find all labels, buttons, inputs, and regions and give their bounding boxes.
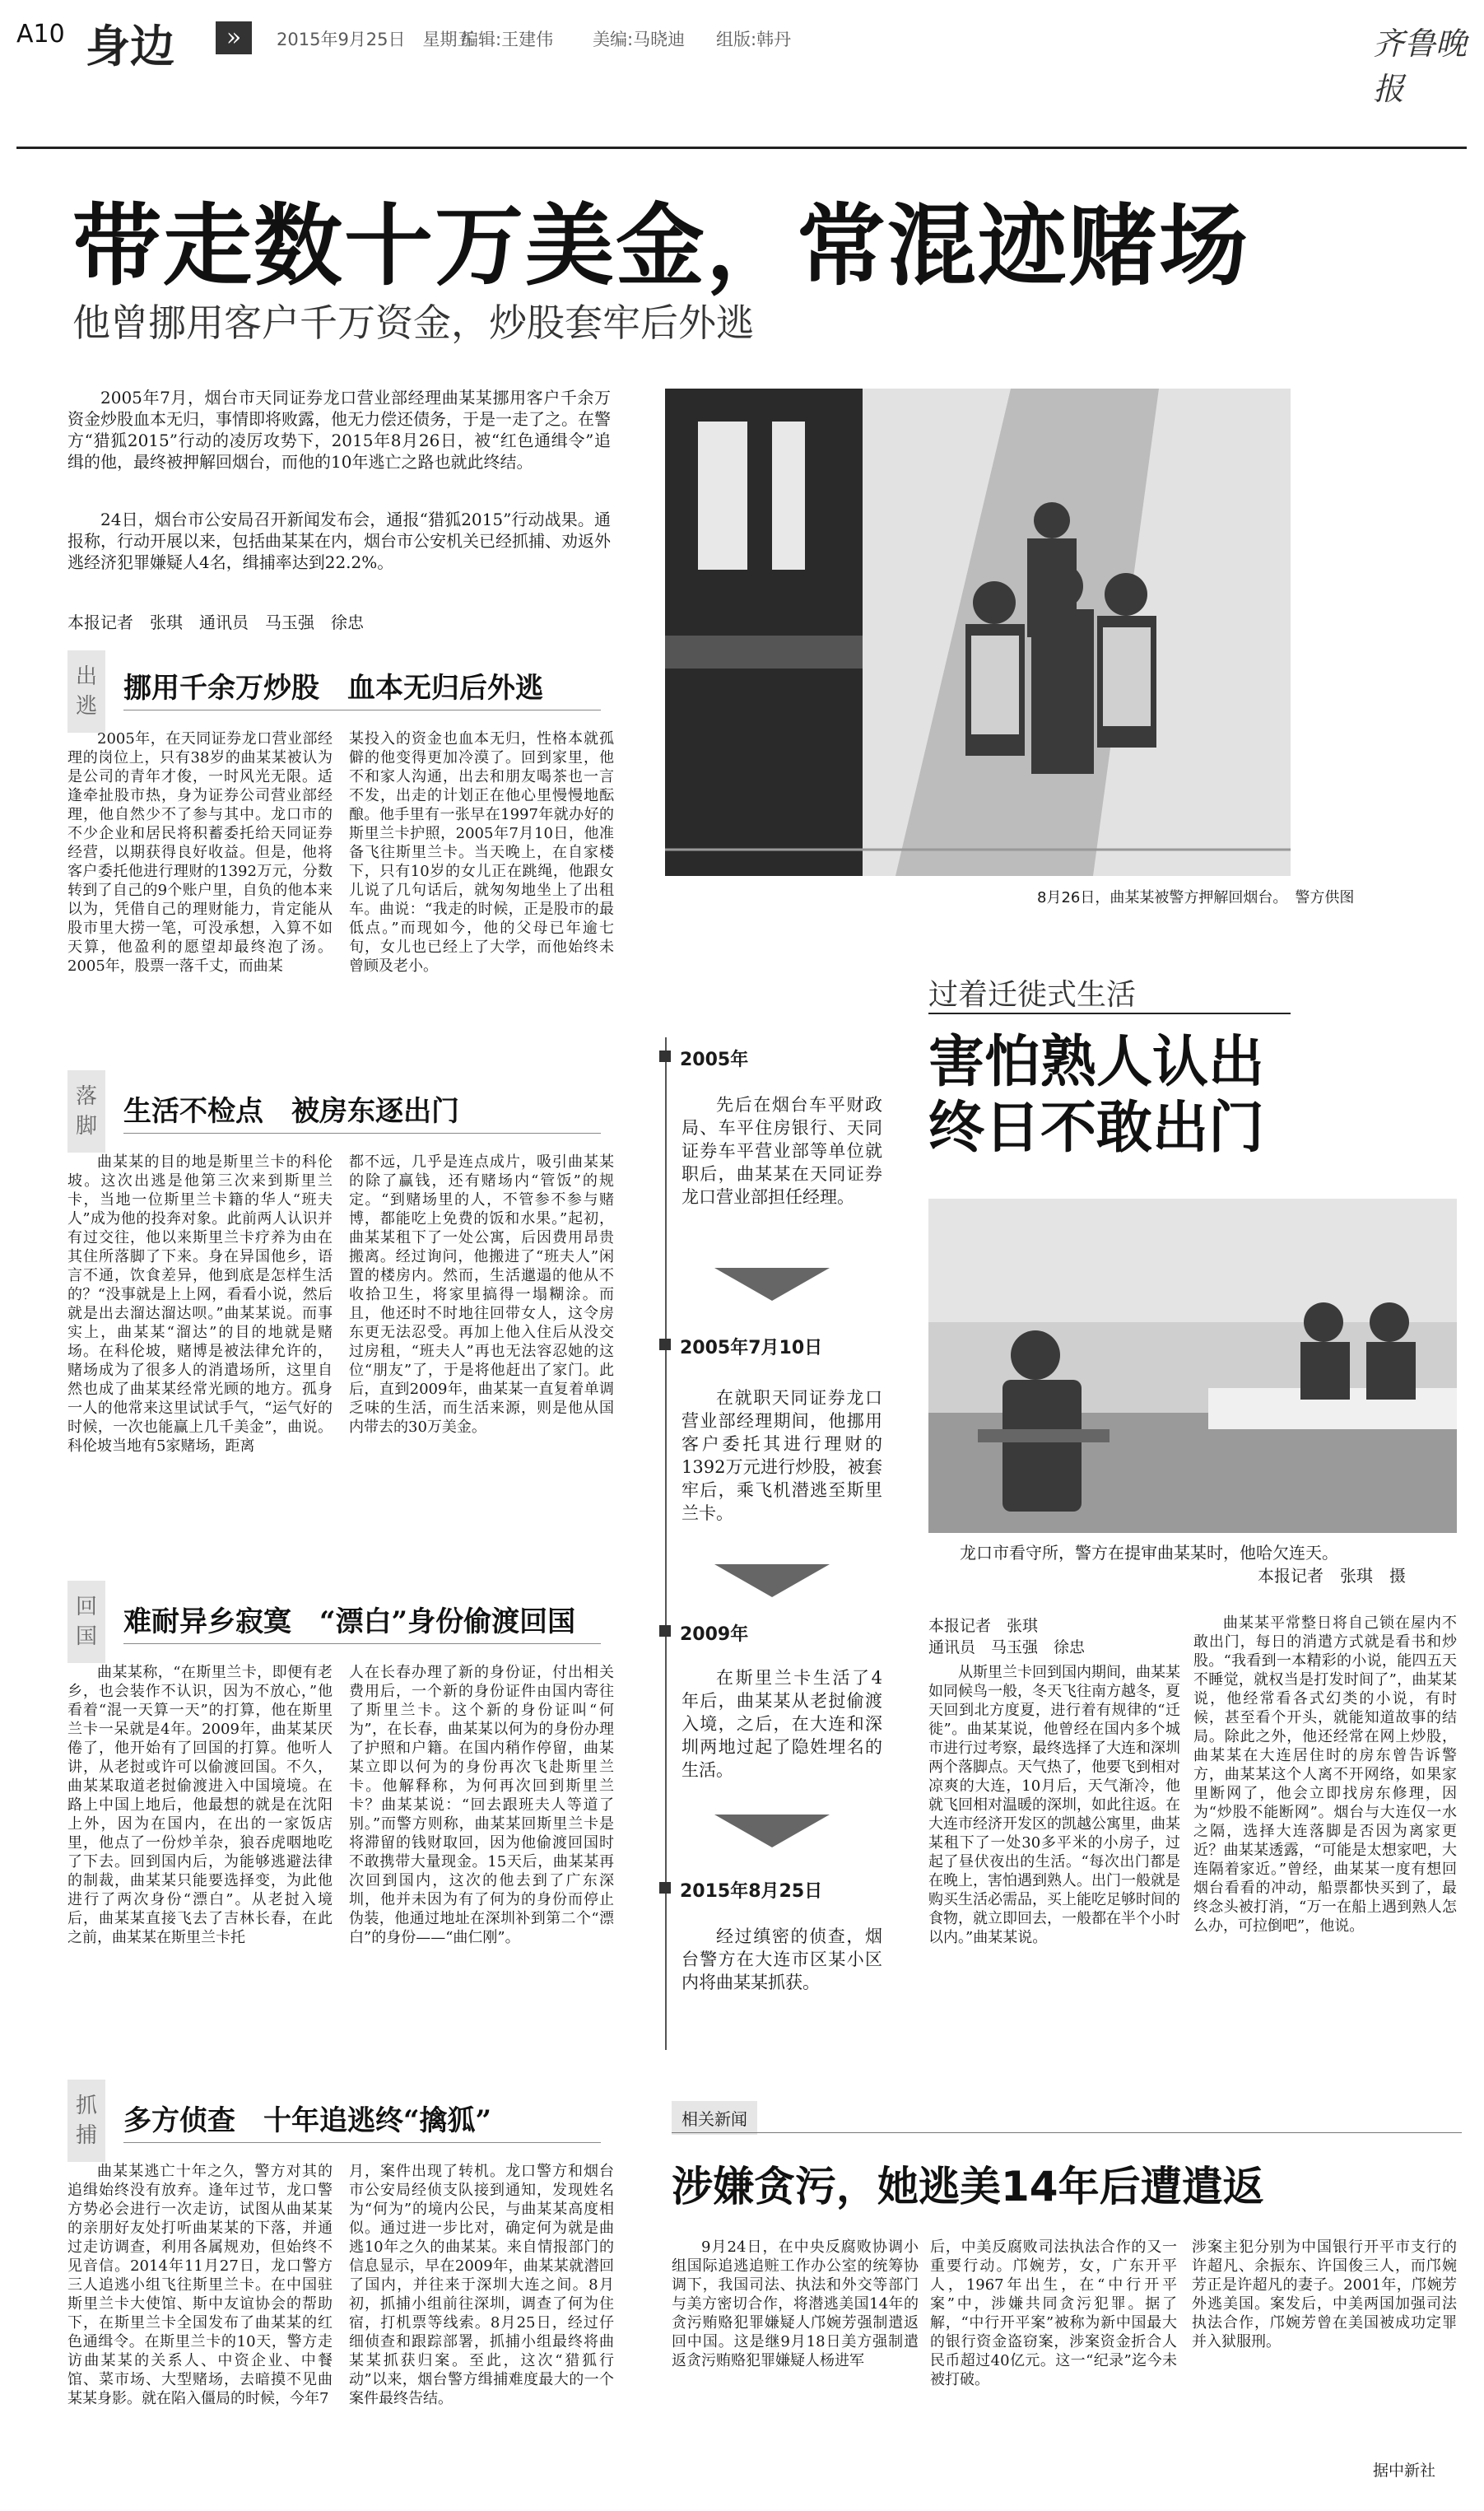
proof-credit: 组版:韩丹 [716, 30, 792, 49]
section-title-4: 多方侦查 十年追逃终“擒狐” [123, 2104, 492, 2137]
related-news-label: 相关新闻 [672, 2101, 757, 2135]
timeline-arrow-icon-1 [714, 1268, 830, 1301]
editor-credit: 编辑:王建伟 [461, 30, 554, 49]
timeline-dot-icon [659, 1625, 671, 1637]
interrogation-photo [928, 1199, 1457, 1533]
side-story-kicker: 过着迁徙式生活 [928, 978, 1137, 1012]
timeline-arrow-icon-2 [714, 1564, 830, 1597]
section-1-col-1: 2005年，在天同证券龙口营业部经理的岗位上，只有38岁的曲某某被认为是公司的青年才俊，一时风光无限。适逢牵扯股市热，身为证券公司营业部经理，他自然少不了参与其中。龙口市的不少企业和居民将积蓄委托给天同证券经营，以期获得良好收益。但是，他将客户委托他进行理财的1392万元，分数转到了自己的9个账户里，自负的他本来以为，凭借自己的理财能力，肯定能从股市里大捞一笔，可没承想，入算不如天算，他盈利的愿望却最终泡了汤。2005年，股票一落千丈，而曲某 [67, 730, 333, 975]
interrogation-photo-caption-2: 本报记者 张琪 摄 [1258, 1566, 1406, 1586]
page-number: A10 [16, 20, 65, 49]
designer-credit: 美编:马晓迪 [593, 30, 686, 49]
timeline-arrow-icon-3 [714, 1815, 830, 1847]
timeline-axis [665, 1037, 667, 2050]
section-4-col-1: 曲某某逃亡十年之久，警方对其的追缉始终没有放弃。逢年过节，龙口警方势必会进行一次走访，试图从曲某某的亲朋好友处打听曲某某的下落，并通过走访调查，利用各属规劝，但始终不见音信。2014年11月27日，龙口警方三人追逃小组飞往斯里兰卡。在中国驻斯里兰卡大使馆、斯中友谊协会的帮助下，在斯里兰卡全国发布了曲某某的红色通缉令。在斯里兰卡的10天，警方走访曲某某的关系人、中资企业、中餐馆、菜市场、大型赌场，去暗摸不见曲某某身影。就在陷入僵局的时候，今年7 [67, 2163, 333, 2407]
timeline-text-1: 先后在烟台车平财政局、车平住房银行、天同证券车平营业部等单位就职后，曲某某在天同证券龙口营业部担任经理。 [682, 1095, 882, 1207]
side-story-byline-1: 本报记者 张琪 [928, 1617, 1039, 1635]
section-2-col-1: 曲某某的目的地是斯里兰卡的科伦坡。这次出逃是他第三次来到斯里兰卡，当地一位斯里兰卡籍的华人“班夫人”成为他的投奔对象。此前两人认识并有过交往，他以来斯里兰卡疗养为由在其住所落脚了下来。身在异国他乡，语言不通，饮食差异，他到底是怎样生活的？“没事就是上上网，看看小说，然后就是出去溜达溜达呗。”曲某某说。而事实上，曲某某“溜达”的目的地就是赌场。在科伦坡，赌博是被法律允许的，赌场成为了很多人的消遣场所，这里自然也成了曲某某经常光顾的地方。孤身一人的他常来这里试试手气，“运气好的时候，一次也能赢上几千美金”，曲说。科伦坡当地有5家赌场，距离 [67, 1153, 333, 1455]
section-4-col-2: 月，案件出现了转机。龙口警方和烟台市公安局经侦支队接到通知，发现姓名为“何为”的境内公民，与曲某某高度相似。通过进一步比对，确定何为就是曲逃10年之久的曲某某。来自情报部门的信息显示，早在2009年，曲某某就潜回了国内，并往来于深圳大连之间。8月初，抓捕小组前往深圳，调查了何为住宿，打机票等线索。8月25日，经过仔细侦查和跟踪部署，抓捕小组最终将曲某某抓获归案。至此，这次“猎狐行动”以来，烟台警方缉捕难度最大的一个案件最终告结。 [349, 2163, 614, 2407]
subheadline: 他曾挪用客户千万资金，炒股套牢后外逃 [72, 300, 754, 345]
newspaper-logo: 齐鲁晚报 [1373, 26, 1468, 107]
timeline-dot-icon [659, 1882, 671, 1894]
timeline-dot-icon [659, 1339, 671, 1350]
escort-photo-art [665, 389, 1291, 876]
section-3-col-1: 曲某某称，“在斯里兰卡，即便有老乡，也会装作不认识，因为不放心，”他看着“混一天算一天”的打算，他在斯里兰卡一呆就是4年。2009年，曲某某厌倦了，他开始有了回国的打算。他听人讲，从老挝或许可以偷渡回国。不久，曲某某取道老挝偷渡进入中国境境。在路上中国上地后，他最想的就是在沈阳上外，因为在国内，在出的一家饭店里，他点了一份炒羊杂，狼吞虎咽地吃了下去。回到国内后，为能够逃避法律的制裁，曲某某只能要选择变，为此他进行了两次身份“漂白”。从老挝入境后，曲某某直接飞去了吉林长春，在此之前，曲某某在斯里兰卡托 [67, 1664, 333, 1946]
timeline-date-1: 2005年 [680, 1050, 749, 1070]
timeline-date-3: 2009年 [680, 1624, 749, 1645]
section-tag-3: 回国 [67, 1581, 105, 1663]
escort-photo-caption: 8月26日，曲某某被警方押解回烟台。 警方供图 [1037, 889, 1355, 906]
timeline-text-2: 在就职天同证券龙口营业部经理期间，他挪用客户委托其进行理财的1392万元进行炒股，被套牢后，乘飞机潜逃至斯里兰卡。 [682, 1388, 882, 1523]
section-1-col-2: 某投入的资金也血本无归，性格本就孤僻的他变得更加冷漠了。回到家里，他不和家人沟通，出去和朋友喝茶也一言不发，出走的计划正在他心里慢慢地酝酿。他手里有一张早在1997年就办好的斯里兰卡护照，2005年7月10日，他准备飞往斯里兰卡。当天晚上，在自家楼下，只有10岁的女儿正在跳绳，他跟女儿说了几句话后，就匆匆地坐上了出租车。曲说：“我走的时候，正是股市的最低点。”而现如今，他的父母已年逾七旬，女儿也已经上了大学，而他始终未曾顾及老小。 [349, 730, 614, 975]
section-tag-4: 抓捕 [67, 2080, 105, 2162]
section-3-col-2: 人在长春办理了新的身份证，付出相关费用后，一个新的身份证件由国内寄往了斯里兰卡。这个新的身份证叫“何为”，在长春，曲某某以何为的身份办理了护照和户籍。在国内稍作停留，曲某某立即以何为的身份再次飞赴斯里兰卡。他解释称，为何再次回到斯里兰卡？曲某某说：“回去跟班夫人等道了别。”而警方则称，曲某某回斯里兰卡是将滞留的钱财取回，因为他偷渡回国时不敢携带大量现金。15天后，曲某某再次回到国内，这次的他去到了广东深圳，他并未因为有了何为的身份而停止伪装，他通过地址在深圳补到第二个“漂白”的身份——“曲仁刚”。 [349, 1664, 614, 1946]
timeline-date-4: 2015年8月25日 [680, 1881, 823, 1902]
interrogation-photo-caption-1: 龙口市看守所，警方在提审曲某某时，他哈欠连天。 [960, 1543, 1338, 1563]
section-name: 身边 [86, 21, 174, 72]
section-chevron-icon: » [216, 21, 252, 54]
related-news-rule [672, 2132, 1462, 2133]
timeline-dot-icon [659, 1051, 671, 1062]
section-rule-4 [123, 2142, 601, 2143]
section-tag-1: 出逃 [67, 650, 105, 733]
section-title-1: 挪用千余万炒股 血本无归后外逃 [123, 672, 543, 705]
timeline-text-3: 在斯里兰卡生活了4年后，曲某某从老挝偷渡入境，之后，在大连和深圳两地过起了隐姓埋名的生活。 [682, 1668, 882, 1780]
header-rule [16, 147, 1467, 149]
lead-paragraph-1: 2005年7月，烟台市天同证券龙口营业部经理曲某某挪用客户千余万资金炒股血本无归，事情即将败露，他无力偿还债务，于是一走了之。在警方“猎狐2015”行动的凌厉攻势下，2015年8月26日，被“红色通缉令”追缉的他，最终被押解回烟台，而他的10年逃亡之路也就此终结。 [67, 388, 611, 472]
timeline-text-4: 经过缜密的侦查，烟台警方在大连市区某小区内将曲某某抓获。 [682, 1926, 882, 1992]
side-story-title-line-2: 终日不敢出门 [928, 1096, 1265, 1161]
timeline-date-2: 2005年7月10日 [680, 1338, 823, 1358]
section-rule-2 [123, 1133, 601, 1134]
side-story-byline-2: 通讯员 马玉强 徐忠 [928, 1638, 1086, 1656]
issue-date: 2015年9月25日 星期五 [277, 30, 475, 49]
related-news-col-1: 9月24日，在中央反腐败协调小组国际追逃追赃工作办公室的统筹协调下，我国司法、执法和外交等部门与美方密切合作，将潜逃美国14年的贪污贿赂犯罪嫌疑人邝婉芳强制遣返回中国。这是继9月18日美方强制遣返贪污贿赂犯罪嫌疑人杨进军 [672, 2238, 919, 2369]
related-news-source: 据中新社 [1373, 2462, 1436, 2480]
interrogation-photo-art [928, 1199, 1457, 1533]
side-story-col-1: 从斯里兰卡回到国内期间，曲某某如同候鸟一般，冬天飞往南方越冬，夏天回到北方度夏，进行着有规律的“迁徙”。曲某某说，他曾经在国内多个城市进行过考察，最终选择了大连和深圳两个落脚点。天气热了，他要飞到相对凉爽的大连，10月后，天气渐冷，他就飞回相对温暖的深圳，如此往返。在大连市经济开发区的凯越公寓里，曲某某租下了一处30多平米的小房子，过起了昼伏夜出的生活。“每次出门都是在晚上，害怕遇到熟人。出门一般就是购买生活必需品，买上能吃足够时间的食物，就立即回去，一般都在半个小时以内。”曲某某说。 [928, 1664, 1180, 1946]
side-story-col-2: 曲某某平常整日将自己锁在屋内不敢出门，每日的消遣方式就是看书和炒股。“我看到一本精彩的小说，能四五天不睡觉，就权当是打发时间了”，曲某某说，他经常看各式幻类的小说，有时候，甚至看个开头，就能知道故事的结局。除此之外，他还经常在网上炒股，曲某某在大连居住时的房东曾告诉警方，曲某某这个人离不开网络，如果家里断网了，他会立即找房东修理，因为“炒股不能断网”。烟台与大连仅一水之隔，选择大连落脚是否因为离家更近？曲某某透露，“可能是太想家吧，大连隔着家近。”曾经，曲某某一度有想回烟台看看的冲动，船票都快买到了，最终念头被打消，“万一在船上遇到熟人怎么办，可拉倒吧”，他说。 [1193, 1614, 1457, 1935]
related-news-title: 涉嫌贪污，她逃美14年后遭遣返 [672, 2163, 1264, 2211]
side-story-title-line-1: 害怕熟人认出 [928, 1030, 1265, 1095]
section-title-2: 生活不检点 被房东逐出门 [123, 1095, 459, 1128]
side-story-kicker-rule [928, 1013, 1291, 1014]
section-title-3: 难耐异乡寂寞 “漂白”身份偷渡回国 [123, 1605, 576, 1638]
headline: 带走数十万美金，常混迹赌场 [72, 195, 1250, 298]
lead-paragraph-2: 24日，烟台市公安局召开新闻发布会，通报“猎狐2015”行动战果。通报称，行动开展以来，包括曲某某在内，烟台市公安机关已经抓捕、劝返外逃经济犯罪嫌疑人4名，缉捕率达到22.2%。 [67, 510, 611, 572]
section-2-col-2: 都不远，几乎是连点成片，吸引曲某某的除了赢钱，还有赌场内“管饭”的规定。“到赌场里的人，不管参不参与赌博，都能吃上免费的饭和水果。”起初，曲某某租下了一处公寓，后因费用昂贵搬离。经过询问，他搬进了“班夫人”闲置的楼房内。然而，生活邋遢的他从不收拾卫生，将家里搞得一塌糊涂。而且，他还时不时地往回带女人，这令房东更无法忍受。再加上他入住后从没交过房租，“班夫人”再也无法容忍她的这位“朋友”了，于是将他赶出了家门。此后，直到2009年，曲某某一直复着单调乏味的生活，而生活来源，则是他从国内带去的30万美金。 [349, 1153, 614, 1436]
section-tag-2: 落脚 [67, 1070, 105, 1153]
section-rule-3 [123, 1643, 601, 1644]
escort-photo [665, 389, 1291, 876]
related-news-col-2: 后，中美反腐败司法执法合作的又一重要行动。邝婉芳，女，广东开平人，1967年出生，在“中行开平案”中，涉嫌共同贪污犯罪。据了解，“中行开平案”被称为新中国最大的银行资金盗窃案，涉案资金折合人民币超过40亿元。这一“纪录”迄今未被打破。 [930, 2238, 1177, 2388]
related-news-col-3: 涉案主犯分别为中国银行开平市支行的许超凡、余振东、许国俊三人，而邝婉芳正是许超凡的妻子。2001年，邝婉芳外逃美国。案发后，中美两国加强司法执法合作，邝婉芳曾在美国被成功定罪并入狱服刑。 [1192, 2238, 1457, 2350]
byline: 本报记者 张琪 通讯员 马玉强 徐忠 [67, 613, 364, 632]
